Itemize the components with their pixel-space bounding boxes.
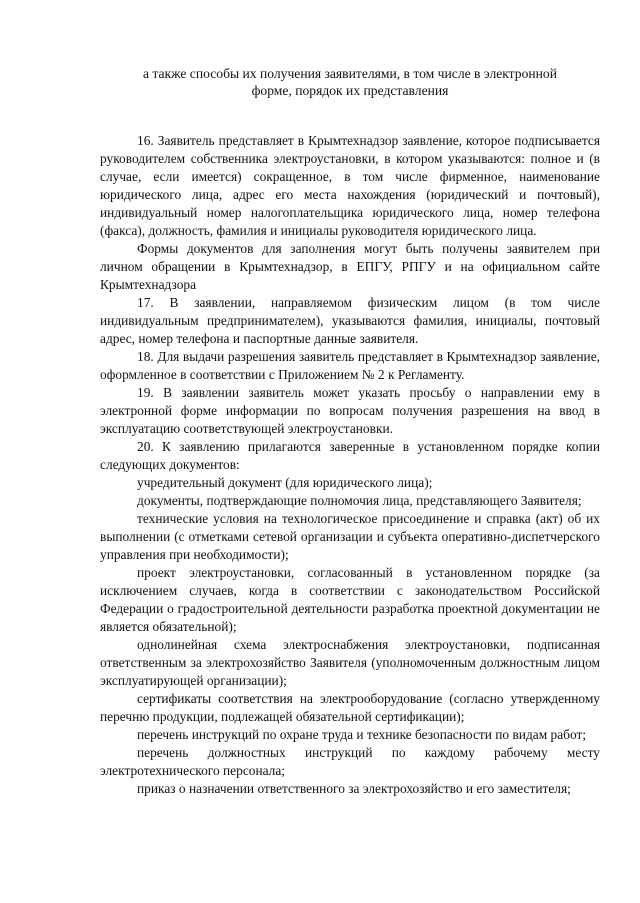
list-item-single-line-diagram: однолинейная схема электроснабжения электроустановки, подписанная ответственным за электрохозяйство Заявителя (уполномоченным должностным лицом эксплуатирующей организации);: [100, 637, 600, 688]
paragraph-19: 19. В заявлении заявитель может указать просьбу о направлении ему в электронной форме информации по вопросам получения разрешения на ввод в эксплуатацию соответствующей электроустановки.: [100, 385, 600, 436]
heading-line-2: форме, порядок их представления: [251, 83, 449, 98]
paragraph-16: 16. Заявитель представляет в Крымтехнадзор заявление, которое подписывается руководителем собственника электроустановки, в котором указываются: полное и (в случае, если имеется) сокращенное, в том числе фирменное, наименование юридического лица, адрес его места нахождения (юридический и почтовый), индивидуальный номер налогоплательщика юридического лица, номер телефона (факса), должность, фамилия и инициалы руководителя юридического лица.: [100, 133, 600, 238]
paragraph-20: 20. К заявлению прилагаются заверенные в установленном порядке копии следующих документов:: [100, 439, 600, 472]
list-item-technical-conditions: технические условия на технологическое присоединение и справка (акт) об их выполнении (с отметками сетевой организации и субъекта оперативно-диспетчерского управления при необходимости);: [100, 511, 600, 562]
paragraph-18: 18. Для выдачи разрешения заявитель представляет в Крымтехнадзор заявление, оформленное в соответствии с Приложением № 2 к Регламенту.: [100, 349, 600, 382]
list-item-charter: учредительный документ (для юридического лица);: [137, 475, 433, 490]
section-heading: [100, 65, 600, 99]
list-item-order: приказ о назначении ответственного за электрохозяйство и его заместителя;: [137, 781, 571, 796]
paragraph-forms: Формы документов для заполнения могут быть получены заявителем при личном обращении в Крымтехнадзор, в ЕПГУ, РПГУ и на официальном сайте Крымтехнадзора: [100, 241, 600, 292]
list-item-project: проект электроустановки, согласованный в установленном порядке (за исключением случаев, когда в соответствии с законодательством Российской Федерации о градостроительной деятельности разработка проектной документации не является обязательной);: [100, 565, 600, 634]
list-item-authority: документы, подтверждающие полномочия лица, представляющего Заявителя;: [137, 493, 582, 508]
document-page: [100, 65, 600, 798]
heading-line-1: а также способы их получения заявителями, в том числе в электронной: [142, 66, 558, 81]
list-item-job-instructions: перечень должностных инструкций по каждому рабочему месту электротехнического персонала;: [100, 745, 600, 778]
list-item-safety-instructions: перечень инструкций по охране труда и технике безопасности по видам работ;: [137, 727, 587, 742]
paragraph-17: 17. В заявлении, направляемом физическим лицом (в том числе индивидуальным предпринимателем), указываются фамилия, инициалы, почтовый адрес, номер телефона и паспортные данные заявителя.: [100, 295, 600, 346]
list-item-certificates: сертификаты соответствия на электрооборудование (согласно утвержденному перечню продукции, подлежащей обязательной сертификации);: [100, 691, 600, 724]
